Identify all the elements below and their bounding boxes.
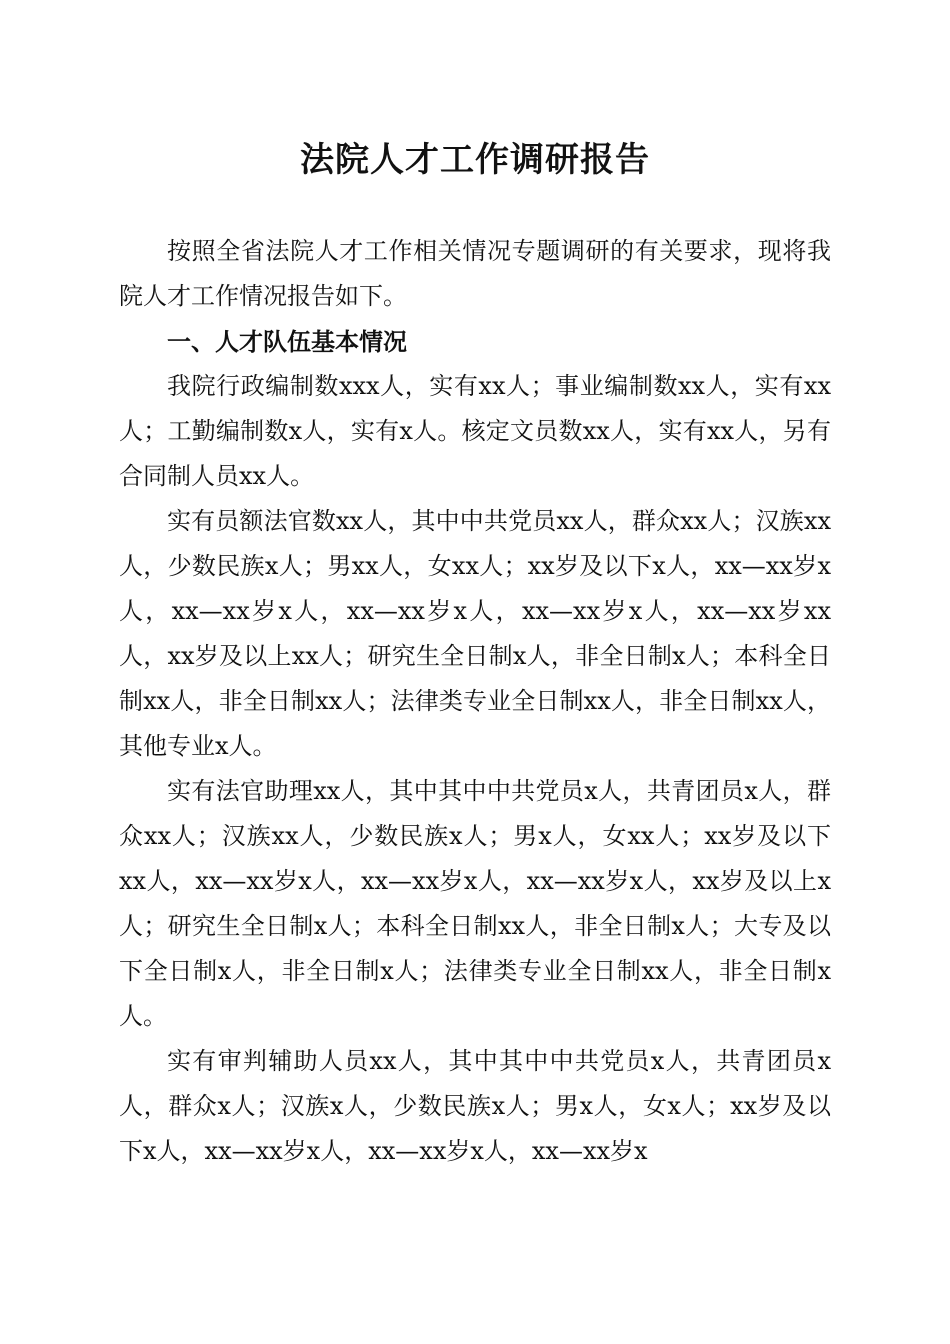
- judges-paragraph: 实有员额法官数xx人，其中中共党员xx人，群众xx人；汉族xx人，少数民族x人；男xx人，女xx人；xx岁及以下x人，xx—xx岁x人，xx—xx岁x人，xx—xx岁x人，xx—xx岁x人，xx—xx岁xx人，xx岁及以上xx人；研究生全日制x人，非全日制x人；本科全日制xx人，非全日制xx人；法律类专业全日制xx人，非全日制xx人，其他专业x人。: [119, 507, 831, 760]
- auxiliary-staff-paragraph: 实有审判辅助人员xx人，其中其中中共党员x人，共青团员x人，群众x人；汉族x人，少数民族x人；男x人，女x人；xx岁及以下x人，xx—xx岁x人，xx—xx岁x人，xx—xx岁x: [119, 1047, 831, 1165]
- section-heading: 一、人才队伍基本情况: [167, 327, 407, 356]
- staffing-paragraph: 我院行政编制数xxx人，实有xx人；事业编制数xx人，实有xx人；工勤编制数x人，实有x人。核定文员数xx人，实有xx人，另有合同制人员xx人。: [119, 372, 831, 490]
- judge-assistants-paragraph: 实有法官助理xx人，其中其中中共党员x人，共青团员x人，群众xx人；汉族xx人，少数民族x人；男x人，女xx人；xx岁及以下xx人，xx—xx岁x人，xx—xx岁x人，xx—xx岁x人，xx岁及以上x人；研究生全日制x人；本科全日制xx人，非全日制x人；大专及以下全日制x人，非全日制x人；法律类专业全日制xx人，非全日制x人。: [119, 777, 831, 1030]
- document-title: 法院人才工作调研报告: [300, 140, 650, 180]
- intro-paragraph: 按照全省法院人才工作相关情况专题调研的有关要求，现将我院人才工作情况报告如下。: [119, 237, 831, 310]
- document-body: [119, 229, 831, 1174]
